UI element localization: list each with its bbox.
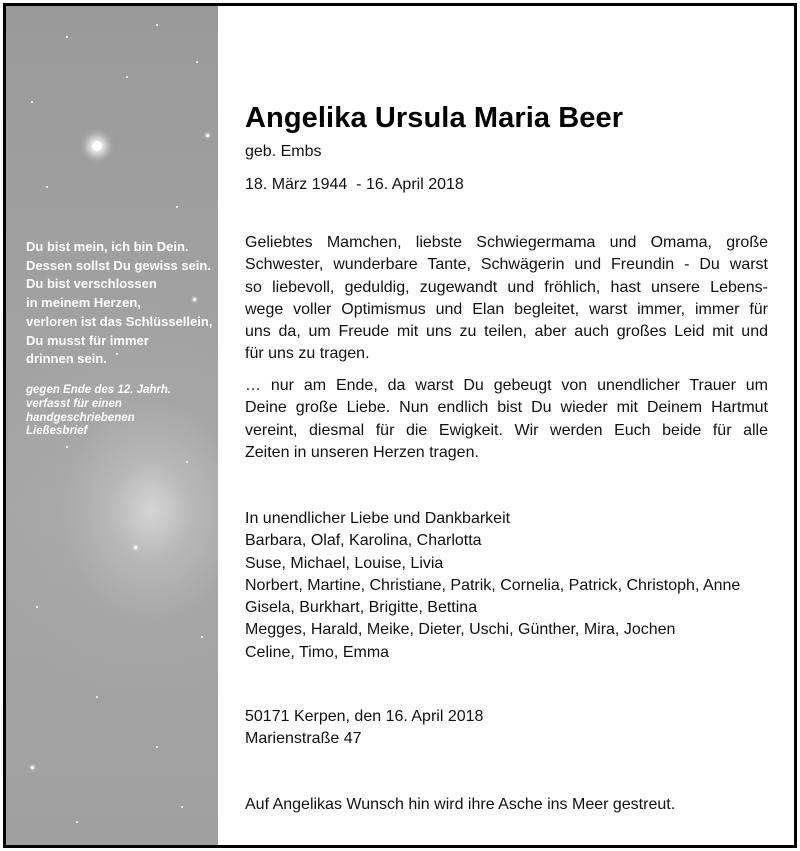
star-icon bbox=[96, 696, 98, 698]
paragraph-line: Deine große Liebe. Nun endlich bist Du wieder mit Deinem Hartmut bbox=[245, 399, 768, 417]
poem-line: Du bist mein, ich bin Dein. bbox=[26, 239, 189, 254]
mourner-names: Norbert, Martine, Christiane, Patrik, Cornelia, Patrick, Christoph, Anne bbox=[245, 576, 741, 594]
obituary-card bbox=[3, 3, 797, 848]
source-line: verfasst für einen bbox=[26, 397, 122, 410]
starry-sky-sidebar bbox=[6, 6, 218, 845]
poem-line: drinnen sein. bbox=[26, 351, 107, 367]
farewell-paragraph bbox=[245, 375, 768, 464]
paragraph-line: uns da, um Freude mit uns zu teilen, aber auch großes Leid mit und bbox=[245, 323, 768, 341]
star-icon bbox=[176, 206, 178, 208]
paragraph-line: … nur am Ende, da warst Du gebeugt von unendlicher Trauer um bbox=[245, 377, 768, 394]
deceased-name: Angelika Ursula Maria Beer bbox=[245, 102, 624, 134]
star-icon bbox=[31, 101, 33, 103]
closing-note: Auf Angelikas Wunsch hin wird ihre Asche ins Meer gestreut. bbox=[245, 796, 676, 813]
mourner-names: Barbara, Olaf, Karolina, Charlotta bbox=[245, 532, 482, 550]
star-icon bbox=[66, 36, 68, 38]
mourner-names: Megges, Harald, Meike, Dieter, Uschi, Günther, Mira, Jochen bbox=[245, 621, 676, 639]
street-address: Marienstraße 47 bbox=[245, 730, 362, 747]
place-and-date: 50171 Kerpen, den 16. April 2018 bbox=[245, 708, 484, 725]
mourner-names: Gisela, Burkhart, Brigitte, Bettina bbox=[245, 599, 478, 617]
star-icon bbox=[156, 746, 158, 748]
star-icon bbox=[36, 606, 38, 608]
paragraph-line: so liebevoll, geduldig, zugewandt und fröhlich, hast unsere Lebens- bbox=[245, 278, 768, 296]
poem-line: in meinem Herzen, bbox=[26, 295, 141, 311]
star-icon bbox=[46, 186, 48, 188]
paragraph-line: vereint, diesmal für die Ewigkeit. Wir werden Euch beide für alle bbox=[245, 421, 768, 439]
mourner-names: Celine, Timo, Emma bbox=[245, 643, 390, 661]
source-line: handgeschriebenen bbox=[26, 411, 135, 424]
source-line: Ließesbrief bbox=[26, 425, 88, 438]
signoff-line: In unendlicher Liebe und Dankbarkeit bbox=[245, 510, 511, 527]
poem-line: Du bist verschlossen bbox=[26, 276, 157, 292]
poem-source bbox=[26, 384, 211, 439]
star-icon bbox=[201, 636, 203, 638]
life-dates: 18. März 1944 - 16. April 2018 bbox=[245, 176, 464, 193]
tribute-paragraph bbox=[245, 232, 768, 366]
star-icon bbox=[134, 546, 137, 549]
star-icon bbox=[76, 821, 78, 823]
mourners-list bbox=[245, 508, 768, 664]
star-icon bbox=[156, 24, 158, 26]
star-icon bbox=[66, 446, 68, 448]
paragraph-line: wege voller Optimismus und Elan begleitet, warst immer, immer für bbox=[245, 300, 768, 318]
star-icon bbox=[206, 134, 209, 137]
paragraph-line: Schwester, wunderbare Tante, Schwägerin und Freundin - Du warst bbox=[245, 256, 768, 274]
star-icon bbox=[31, 766, 34, 769]
star-icon bbox=[186, 461, 188, 463]
mourner-names: Suse, Michael, Louise, Livia bbox=[245, 554, 444, 572]
star-icon bbox=[126, 76, 128, 78]
paragraph-line: für uns zu tragen. bbox=[245, 345, 370, 363]
paragraph-line: Zeiten in unseren Herzen tragen. bbox=[245, 443, 479, 461]
poem-line: Dessen sollst Du gewiss sein. bbox=[26, 257, 211, 273]
source-line: gegen Ende des 12. Jahrh. bbox=[26, 384, 172, 396]
poem-quote bbox=[26, 238, 211, 369]
star-icon bbox=[196, 61, 198, 63]
bright-star-icon bbox=[92, 141, 102, 151]
poem-line: Du musst für immer bbox=[26, 332, 149, 348]
paragraph-line: Geliebtes Mamchen, liebste Schwiegermama und Omama, große bbox=[245, 234, 768, 251]
star-icon bbox=[181, 806, 183, 808]
poem-line: verloren ist das Schlüssellein, bbox=[26, 313, 213, 329]
maiden-name: geb. Embs bbox=[245, 143, 322, 160]
